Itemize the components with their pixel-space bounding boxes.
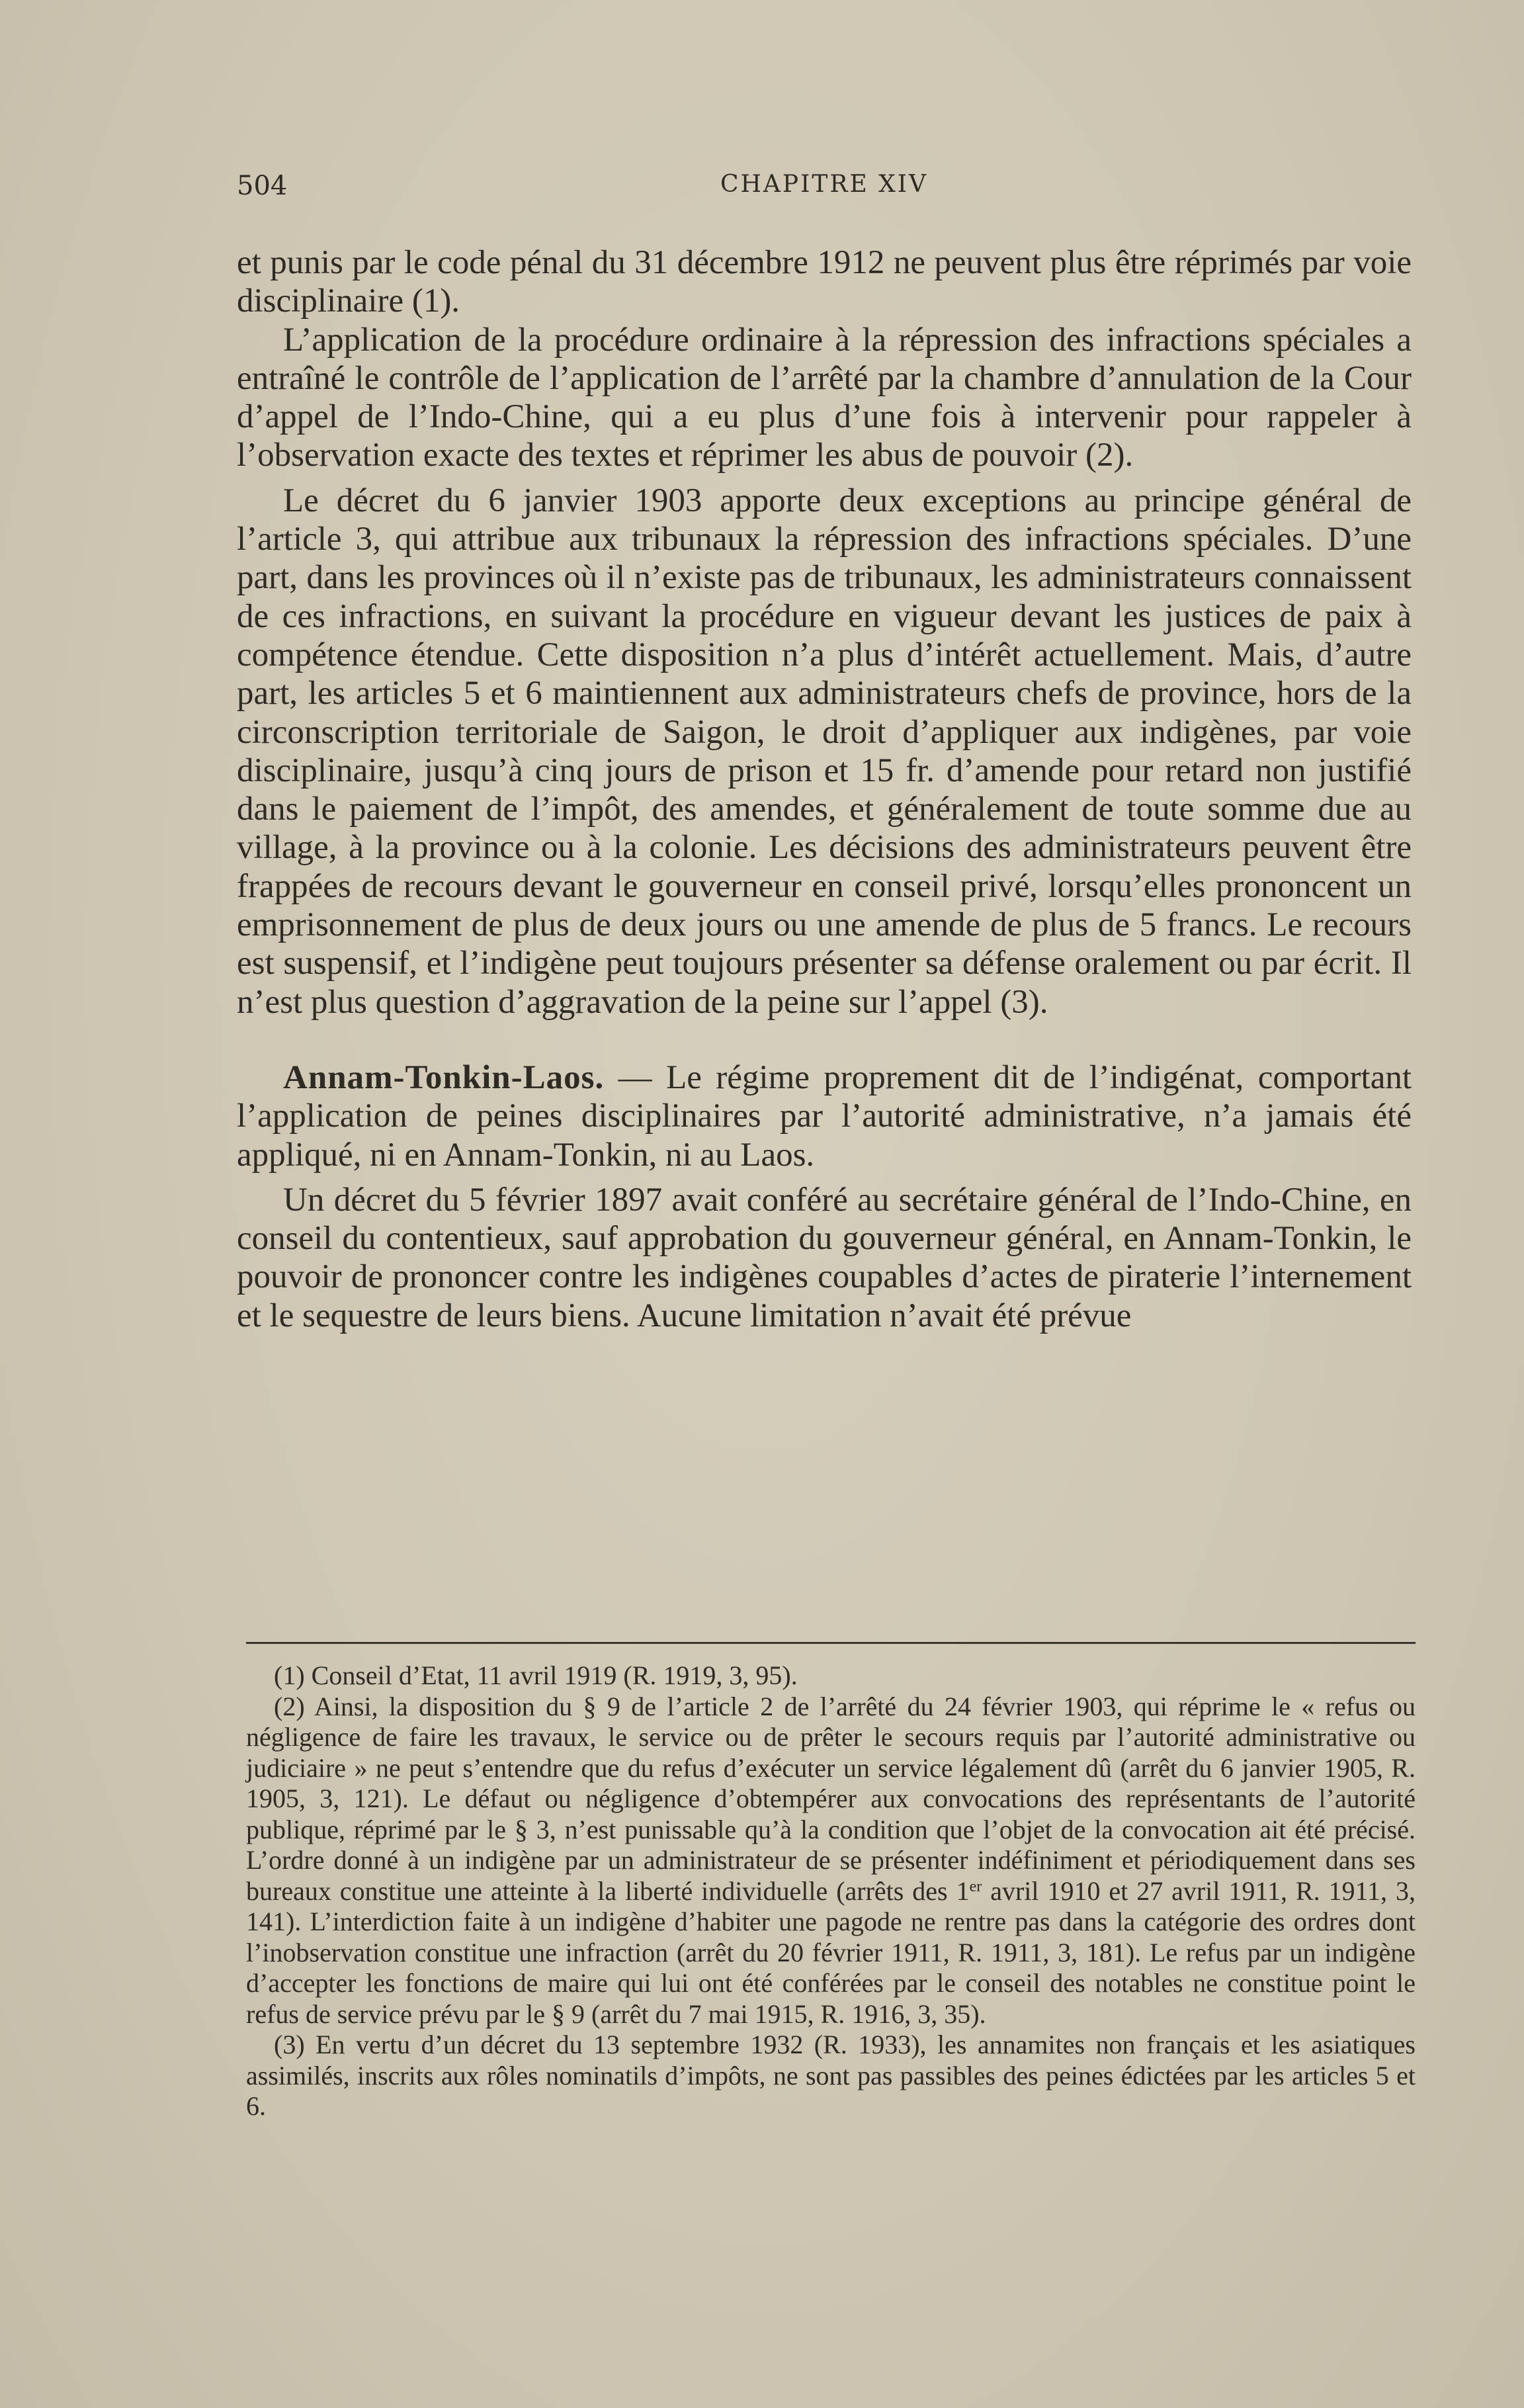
footnotes	[246, 1660, 1416, 2122]
paragraph-5: Un décret du 5 février 1897 avait conféré au secrétaire général de l’Indo-Chine, en conseil du contentieux, sauf approbation du gouverneur général, en Annam-Tonkin, le pouvoir de prononcer contre les indigènes coupables d’actes de piraterie l’internement et le sequestre de leurs biens. Aucune limitation n’avait été prévue	[237, 1181, 1412, 1334]
paragraph-2: L’application de la procédure ordinaire à la répression des infractions spéciales a entraîné le contrôle de l’application de l’arrêté par la chambre d’annulation de la Cour d’appel de l’Indo-Chine, qui a eu plus d’une fois à intervenir pour rappeler à l’observation exacte des textes et réprimer les abus de pouvoir (2).	[237, 321, 1412, 474]
paragraph-4	[237, 1058, 1412, 1174]
paragraph-4-text: — Le régime proprement dit de l’indigénat, comportant l’application de peines disciplinaires par l’autorité administrative, n’a jamais été appliqué, ni en Annam-Tonkin, ni au Laos.	[237, 1058, 1412, 1174]
footnote-divider	[246, 1642, 1416, 1644]
footnote-3: (3) En vertu d’un décret du 13 septembre 1932 (R. 1933), les annamites non français et les asiatiques assimilés, inscrits aux rôles nominatils d’impôts, ne sont pas passibles des peines édictées par les articles 5 et 6.	[246, 2030, 1416, 2121]
page-number: 504	[237, 171, 288, 201]
footnote-2-part-a: (2) Ainsi, la disposition du § 9 de l’article 2 de l’arrêté du 24 février 1903, qui réprime le « refus ou négligence de faire les travaux, le service ou de prêter le secours requis par l’autorité administrative ou judiciaire » ne peut s’entendre que du refus d’exécuter un service légalement dû (arrêt du 6 janvier 1905, R. 1905, 3, 121). Le défaut ou négligence d’obtempérer aux convocations des représentants de l’autorité publique, réprimé par le § 3, n’est punissable qu’à la condition que l’objet de la convocation ait été précisé. L’ordre donné à un indigène par un administrateur de se présenter indéfiniment et périodiquement dans ses bureaux constitue une atteinte à la liberté individuelle (arrêts des 1	[246, 1691, 1416, 1906]
paragraph-1: et punis par le code pénal du 31 décembre 1912 ne peuvent plus être réprimés par voie disciplinaire (1).	[237, 244, 1412, 320]
footnote-2	[246, 1692, 1416, 2030]
section-heading: Annam-Tonkin-Laos.	[283, 1058, 605, 1096]
chapter-title: CHAPITRE XIV	[720, 171, 929, 198]
paragraph-3: Le décret du 6 janvier 1903 apporte deux exceptions au principe général de l’article 3, qui attribue aux tribunaux la répression des infractions spéciales. D’une part, dans les provinces où il n’existe pas de tribunaux, les administrateurs connaissent de ces infractions, en suivant la procédure en vigueur devant les justices de paix à compétence étendue. Cette disposition n’a plus d’intérêt actuellement. Mais, d’autre part, les articles 5 et 6 maintiennent aux administrateurs chefs de province, hors de la circonscription territoriale de Saigon, le droit d’appliquer aux indigènes, par voie disciplinaire, jusqu’à cinq jours de prison et 15 fr. d’amende pour retard non justifié dans le paiement de l’impôt, des amendes, et généralement de toute somme due au village, à la province ou à la colonie. Les décisions des administrateurs peuvent être frappées de recours devant le gouverneur en conseil privé, lorsqu’elles prononcent un emprisonnement de plus de deux jours ou une amende de plus de 5 francs. Le recours est suspensif, et l’indigène peut toujours présenter sa défense oralement ou par écrit. Il n’est plus question d’aggravation de la peine sur l’appel (3).	[237, 482, 1412, 1021]
footnote-2-part-b: avril 1910 et 27 avril 1911, R. 1911, 3, 141). L’interdiction faite à un indigène d’habiter une pagode ne rentre pas dans la catégorie des ordres dont l’inobservation constitue une infraction (arrêt du 20 février 1911, R. 1911, 3, 181). Le refus par un indigène d’accepter les fonctions de maire qui lui ont été conférées par le conseil des notables ne constitue point le refus de service prévu par le § 9 (arrêt du 7 mai 1915, R. 1916, 3, 35).	[246, 1875, 1416, 2029]
running-header	[237, 171, 1412, 210]
footnote-2-superscript: er	[969, 1877, 982, 1895]
footnote-1: (1) Conseil d’Etat, 11 avril 1919 (R. 1919, 3, 95).	[274, 1660, 798, 1690]
main-text	[237, 243, 1412, 1335]
